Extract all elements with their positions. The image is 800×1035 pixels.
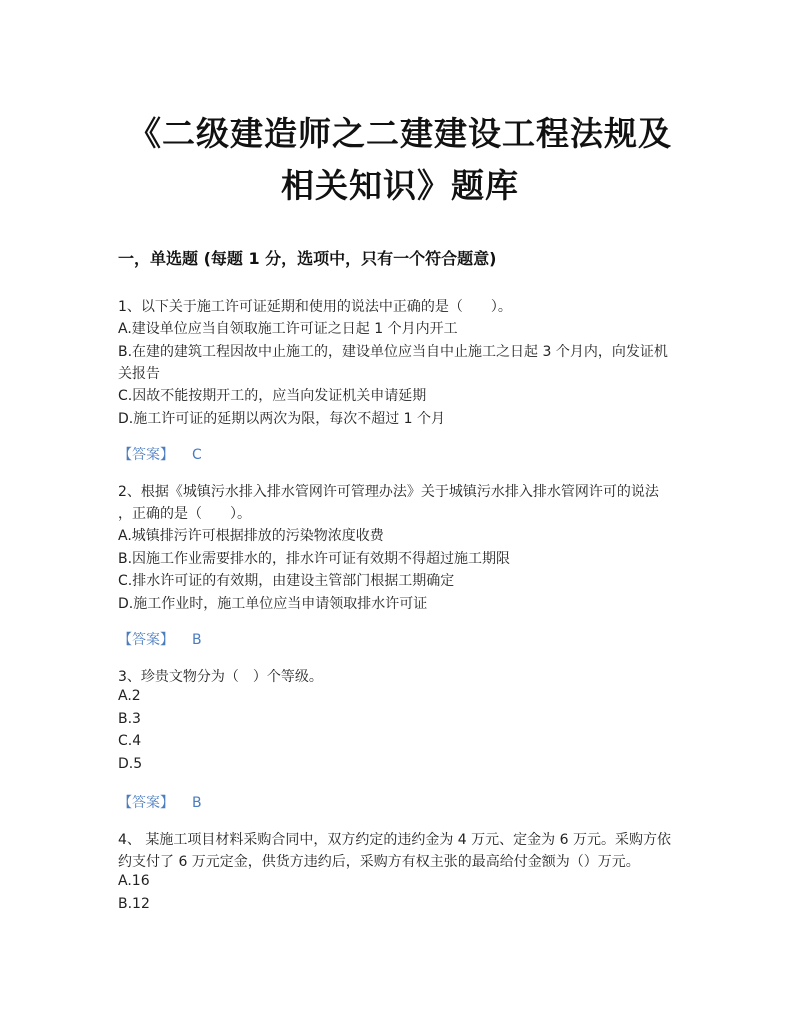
answer-label: 【答案】 — [118, 632, 174, 648]
question-3-option-a: A.2 — [118, 688, 141, 704]
document-title-line2: 相关知识》题库 — [281, 166, 519, 205]
question-1-option-a: A.建设单位应当自领取施工许可证之日起 1 个月内开工 — [118, 321, 458, 337]
answer-label: 【答案】 — [118, 795, 174, 811]
question-2-stem: 2、根据《城镇污水排入排水管网许可管理办法》关于城镇污水排入排水管网许可的说法 — [118, 484, 659, 500]
question-4-stem-cont: 约支付了 6 万元定金，供货方违约后，采购方有权主张的最高给付金额为（）万元。 — [118, 854, 640, 870]
section-heading: 一，单选题 (每题 1 分，选项中，只有一个符合题意) — [118, 249, 497, 268]
question-2-option-d: D.施工作业时，施工单位应当申请领取排水许可证 — [118, 596, 428, 612]
question-1-stem: 1、以下关于施工许可证延期和使用的说法中正确的是（ ）。 — [118, 299, 512, 315]
answer-value: C — [192, 447, 202, 463]
answer-value: B — [192, 632, 202, 648]
question-3-stem: 3、珍贵文物分为（ ）个等级。 — [118, 669, 323, 685]
question-3-answer — [118, 792, 202, 812]
document-title-line1: 《二级建造师之二建建设工程法规及 — [128, 114, 672, 153]
question-1-option-b-cont: 关报告 — [118, 366, 160, 382]
question-2-option-a: A.城镇排污许可根据排放的污染物浓度收费 — [118, 528, 384, 544]
question-2-answer — [118, 629, 202, 649]
question-1-option-c: C.因故不能按期开工的，应当向发证机关申请延期 — [118, 388, 427, 404]
question-3-option-c: C.4 — [118, 733, 142, 749]
question-2-stem-cont: ，正确的是（ ）。 — [118, 506, 251, 522]
question-1-option-d: D.施工许可证的延期以两次为限，每次不超过 1 个月 — [118, 411, 446, 427]
answer-label: 【答案】 — [118, 447, 174, 463]
question-4-option-b: B.12 — [118, 896, 150, 912]
question-2-option-c: C.排水许可证的有效期，由建设主管部门根据工期确定 — [118, 573, 455, 589]
question-4-option-a: A.16 — [118, 873, 150, 889]
question-4-stem: 4、 某施工项目材料采购合同中，双方约定的违约金为 4 万元、定金为 6 万元。采购方依 — [118, 832, 671, 848]
question-3-option-d: D.5 — [118, 756, 143, 772]
answer-value: B — [192, 795, 202, 811]
question-1-answer — [118, 444, 202, 464]
question-1-option-b: B.在建的建筑工程因故中止施工的，建设单位应当自中止施工之日起 3 个月内，向发证机 — [118, 344, 668, 360]
question-3-option-b: B.3 — [118, 711, 141, 727]
question-2-option-b: B.因施工作业需要排水的，排水许可证有效期不得超过施工期限 — [118, 551, 511, 567]
